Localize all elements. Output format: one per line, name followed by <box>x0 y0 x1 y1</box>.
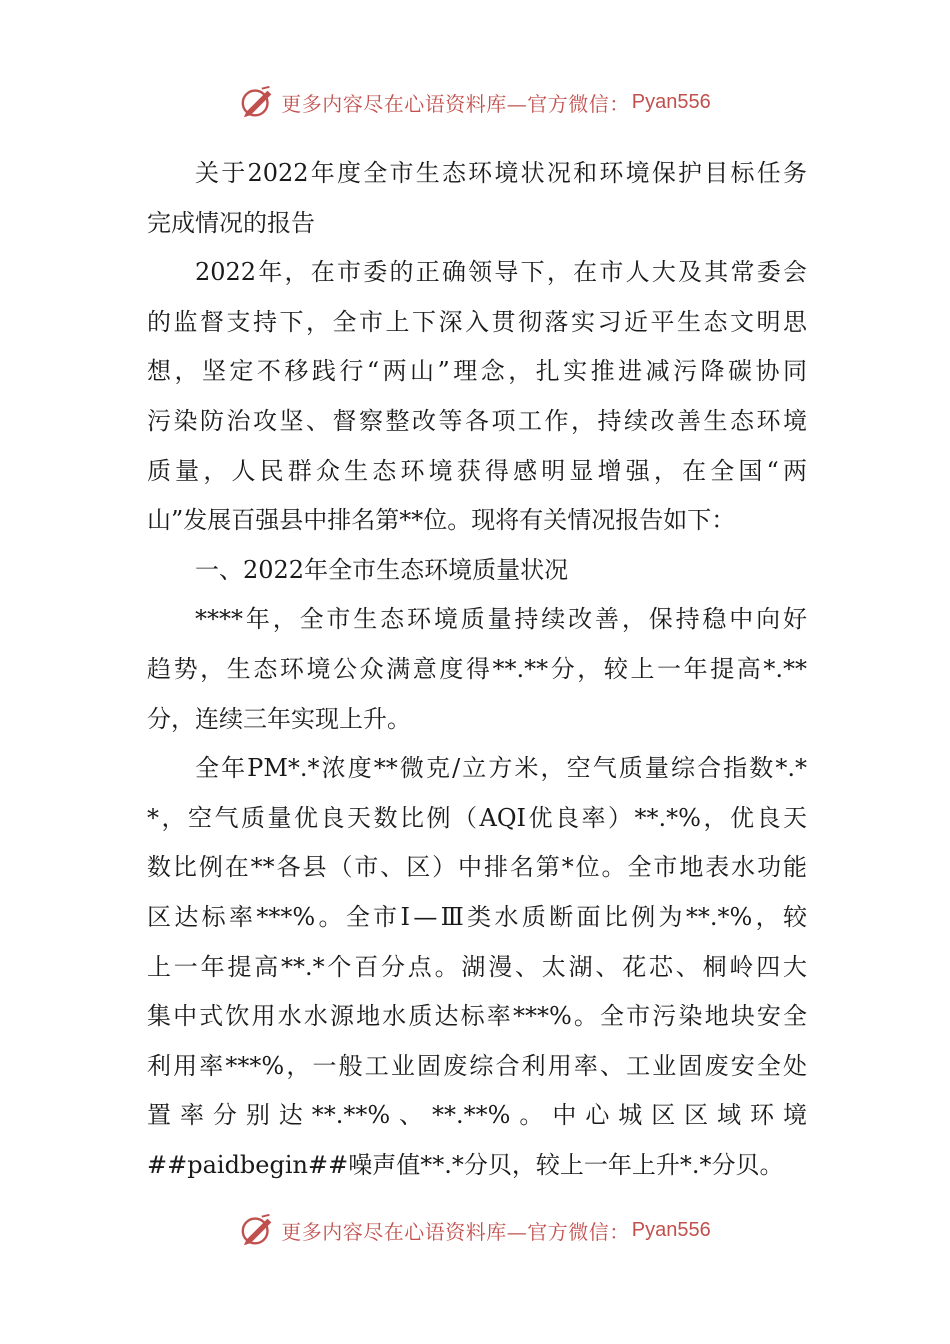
text-line: 上一年提高**.*个百分点。湖漫、太湖、花芯、桐岭四大 <box>147 952 807 981</box>
section1-paragraph-2 <box>147 744 807 1190</box>
text-line: 数比例在**各县（市、区）中排名第*位。全市地表水功能 <box>147 853 807 882</box>
intro-paragraph <box>147 248 807 546</box>
title-line: 完成情况的报告 <box>147 208 315 237</box>
footer-wechat-id: Pyan556 <box>631 1218 711 1241</box>
footer-watermark-banner <box>0 1210 950 1250</box>
text-line: 分，连续三年实现上升。 <box>147 704 411 733</box>
header-banner-text: 更多内容尽在心语资料库—官方微信： <box>281 91 630 116</box>
document-body <box>147 149 807 1190</box>
text-line: ##paidbegin##噪声值**.*分贝，较上一年上升*.*分贝。 <box>147 1150 784 1179</box>
text-line: 质量，人民群众生态环境获得感明显增强，在全国“两 <box>147 456 807 485</box>
footer-banner-text: 更多内容尽在心语资料库—官方微信： <box>281 1219 630 1244</box>
text-line: *，空气质量优良天数比例（AQI优良率）**.*%，优良天 <box>147 803 807 832</box>
text-line: 2022年，在市委的正确领导下，在市人大及其常委会 <box>195 258 807 287</box>
text-line: 山”发展百强县中排名第**位。现将有关情况报告如下： <box>147 506 736 535</box>
text-line: 区达标率***%。全市Ⅰ—Ⅲ类水质断面比例为**.*%，较 <box>147 902 807 931</box>
pen-logo-icon <box>239 83 277 121</box>
text-line: 集中式饮用水水源地水质达标率***%。全市污染地块安全 <box>147 1002 807 1031</box>
text-line: 污染防治攻坚、督察整改等各项工作，持续改善生态环境 <box>147 406 807 435</box>
text-line: 的监督支持下，全市上下深入贯彻落实习近平生态文明思 <box>147 307 807 336</box>
text-line: 利用率***%，一般工业固废综合利用率、工业固废安全处 <box>147 1051 807 1080</box>
title-line: 关于2022年度全市生态环境状况和环境保护目标任务 <box>195 159 807 187</box>
header-wechat-id: Pyan556 <box>631 90 711 113</box>
text-line: 趋势，生态环境公众满意度得**.**分，较上一年提高*.** <box>147 654 807 683</box>
text-line: 置率分别达**.**%、**.**%。中心城区区域环境 <box>147 1101 807 1130</box>
section-heading: 一、2022年全市生态环境质量状况 <box>195 555 569 584</box>
section1-paragraph-1 <box>147 595 807 744</box>
pen-logo-icon <box>239 1211 277 1249</box>
text-line: 想，坚定不移践行“两山”理念，扎实推进减污降碳协同 <box>147 357 807 386</box>
document-title <box>147 149 807 248</box>
text-line: ****年，全市生态环境质量持续改善，保持稳中向好 <box>195 605 807 634</box>
text-line: 全年PM*.*浓度**微克/立方米，空气质量综合指数*.* <box>195 754 807 783</box>
header-watermark-banner <box>0 82 950 122</box>
